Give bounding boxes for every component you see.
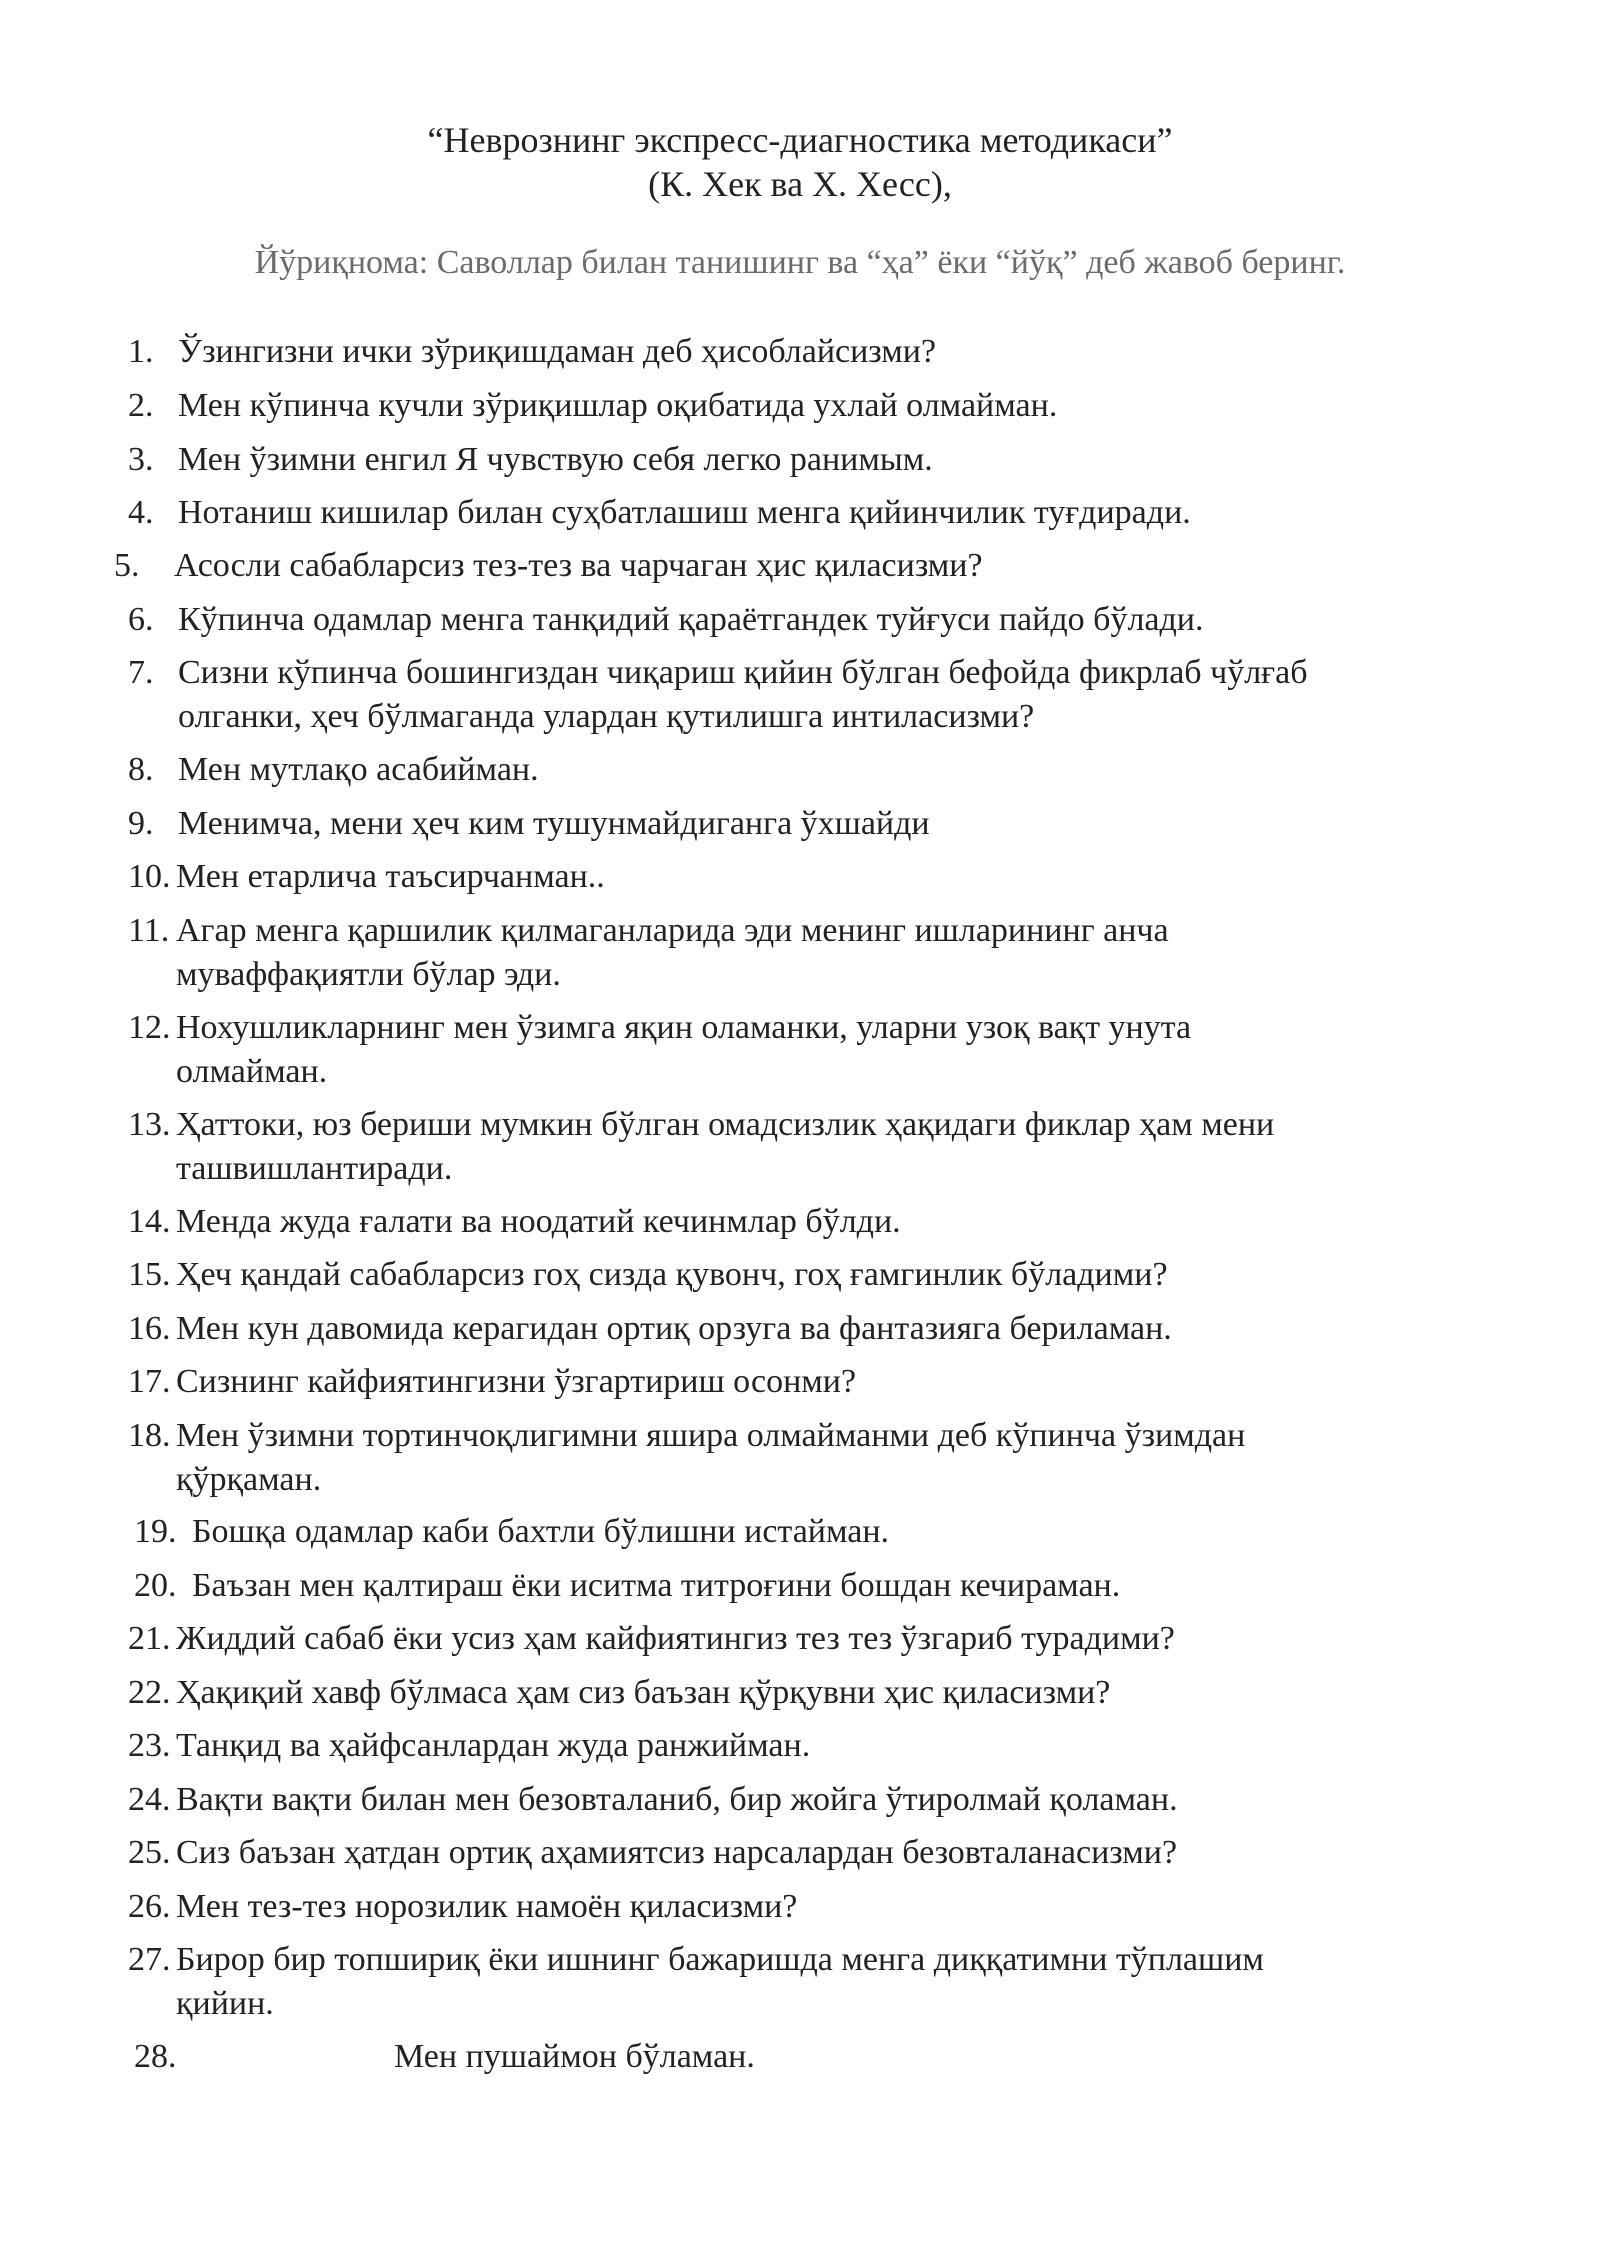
question-item <box>128 438 1500 482</box>
question-text: Мен етарлича таъсирчанман.. <box>176 858 605 895</box>
question-text: Бирор бир топшириқ ёки ишнинг бажаришда менга диққатимни тўплашим <box>176 1941 1264 1978</box>
question-text: Мен кун давомида керагидан ортиқ орзуга ва фантазияга бериламан. <box>176 1310 1172 1347</box>
question-text: Ҳеч қандай сабабларсиз гоҳ сизда қувонч, гоҳ ғамгинлик бўладими? <box>176 1256 1168 1293</box>
question-text-continued: қийин. <box>176 1985 274 2022</box>
document-title-line2: (К. Хек ва Х. Хесс), <box>648 164 952 204</box>
question-number: 24. <box>128 1781 171 1818</box>
question-text: Менимча, мени ҳеч ким тушунмайдиганга ўхшайди <box>178 805 930 842</box>
question-number: 3. <box>128 441 154 478</box>
question-item <box>134 1564 1500 1608</box>
question-text: Нохушликларнинг мен ўзимга яқин оламанки, уларни узоқ вақт унута <box>176 1009 1192 1046</box>
question-number: 27. <box>128 1941 171 1978</box>
question-item <box>128 909 1500 997</box>
question-number: 18. <box>128 1417 171 1454</box>
question-text-continued: олганки, ҳеч бўлмаганда улардан қутилишга интиласизми? <box>178 698 1035 735</box>
question-item <box>128 1724 1500 1768</box>
question-text: Кўпинча одамлар менга танқидий қараётгандек туйғуси пайдо бўлади. <box>178 601 1204 638</box>
instruction-text: Йўриқнома: Саволлар билан танишинг ва “ҳа” ёки “йўқ” деб жавоб беринг. <box>254 244 1346 281</box>
question-text-continued: қўрқаман. <box>176 1461 322 1498</box>
question-number: 8. <box>128 751 154 788</box>
question-text: Мен ўзимни енгил Я чувствую себя легко ранимым. <box>178 441 933 478</box>
question-item <box>128 651 1500 739</box>
question-text: Мен тез-тез норозилик намоён қиласизми? <box>176 1888 798 1925</box>
question-text: Ҳақиқий хавф бўлмаса ҳам сиз баъзан қўрқувни ҳис қиласизми? <box>176 1674 1111 1711</box>
question-text: Асосли сабабларсиз тез-тез ва чарчаган ҳис қиласизми? <box>174 547 983 584</box>
question-item <box>128 491 1500 535</box>
question-item <box>128 802 1500 846</box>
question-number: 5. <box>114 547 140 584</box>
question-text: Мен пушаймон бўламан. <box>394 2038 755 2075</box>
question-number: 2. <box>128 387 154 424</box>
question-number: 26. <box>128 1888 171 1925</box>
question-number: 28. <box>134 2038 177 2075</box>
question-text: Танқид ва ҳайфсанлардан жуда ранжийман. <box>176 1727 811 1764</box>
question-number: 19. <box>134 1513 177 1550</box>
question-item <box>128 748 1500 792</box>
question-item <box>128 1253 1500 1297</box>
question-item <box>128 1414 1500 1502</box>
question-number: 12. <box>128 1009 171 1046</box>
question-text: Агар менга қаршилик қилмаганларида эди менинг ишларининг анча <box>176 912 1169 949</box>
question-item <box>128 1831 1500 1875</box>
question-item <box>114 544 1500 588</box>
question-number: 21. <box>128 1620 171 1657</box>
question-number: 13. <box>128 1106 171 1143</box>
question-text: Жиддий сабаб ёки усиз ҳам кайфиятингиз тез тез ўзгариб турадими? <box>176 1620 1175 1657</box>
question-number: 20. <box>134 1567 177 1604</box>
question-text: Нотаниш кишилар билан суҳбатлашиш менга қийинчилик туғдиради. <box>178 494 1191 531</box>
question-text: Баъзан мен қалтираш ёки иситма титроғини бошдан кечираман. <box>192 1567 1121 1604</box>
question-number: 25. <box>128 1834 171 1871</box>
question-text: Ҳаттоки, юз бериши мумкин бўлган омадсизлик ҳақидаги фиклар ҳам мени <box>176 1106 1275 1143</box>
document-title-line1: “Неврознинг экспресс-диагностика методикаси” <box>427 120 1173 160</box>
question-text: Сиз баъзан ҳатдан ортиқ аҳамиятсиз нарсалардан безовталанасизми? <box>176 1834 1178 1871</box>
question-number: 16. <box>128 1310 171 1347</box>
question-item <box>128 1778 1500 1822</box>
question-text: Менда жуда ғалати ва ноодатий кечинмлар бўлди. <box>176 1203 901 1240</box>
question-item <box>128 384 1500 428</box>
question-number: 6. <box>128 601 154 638</box>
question-number: 11. <box>128 912 170 949</box>
question-item <box>134 1510 1500 1554</box>
question-number: 23. <box>128 1727 171 1764</box>
question-item <box>128 1938 1500 2026</box>
question-item <box>128 598 1500 642</box>
question-item <box>128 855 1500 899</box>
question-item <box>128 1006 1500 1094</box>
question-text-continued: ташвишлантиради. <box>176 1150 453 1187</box>
question-item <box>128 1307 1500 1351</box>
question-item <box>128 1617 1500 1661</box>
question-text: Мен кўпинча кучли зўриқишлар оқибатида ухлай олмайман. <box>178 387 1058 424</box>
question-text-continued: олмайман. <box>176 1053 328 1090</box>
question-item <box>128 1200 1500 1244</box>
question-item <box>128 1671 1500 1715</box>
question-text: Бошқа одамлар каби бахтли бўлишни истайман. <box>192 1513 890 1550</box>
question-number: 10. <box>128 858 171 895</box>
question-text: Вақти вақти билан мен безовталаниб, бир жойга ўтиролмай қоламан. <box>176 1781 1178 1818</box>
question-number: 1. <box>128 333 154 370</box>
question-number: 7. <box>128 654 154 691</box>
question-item <box>128 1360 1500 1404</box>
question-item <box>134 2035 1500 2079</box>
question-number: 17. <box>128 1363 171 1400</box>
question-item <box>128 1885 1500 1929</box>
question-text: Мен мутлақо асабийман. <box>178 751 539 788</box>
question-number: 15. <box>128 1256 171 1293</box>
question-number: 9. <box>128 805 154 842</box>
question-number: 14. <box>128 1203 171 1240</box>
question-text: Сизнинг кайфиятингизни ўзгартириш осонми? <box>176 1363 857 1400</box>
question-text: Мен ўзимни тортинчоқлигимни яшира олмайманми деб кўпинча ўзимдан <box>176 1417 1246 1454</box>
question-text: Ўзингизни ички зўриқишдаман деб ҳисоблайсизми? <box>178 333 937 370</box>
question-text-continued: муваффақиятли бўлар эди. <box>176 956 561 993</box>
question-item <box>128 1103 1500 1191</box>
question-item <box>128 330 1500 374</box>
question-number: 4. <box>128 494 154 531</box>
question-number: 22. <box>128 1674 171 1711</box>
question-text: Сизни кўпинча бошингиздан чиқариш қийин бўлган бефойда фикрлаб чўлғаб <box>178 654 1308 691</box>
